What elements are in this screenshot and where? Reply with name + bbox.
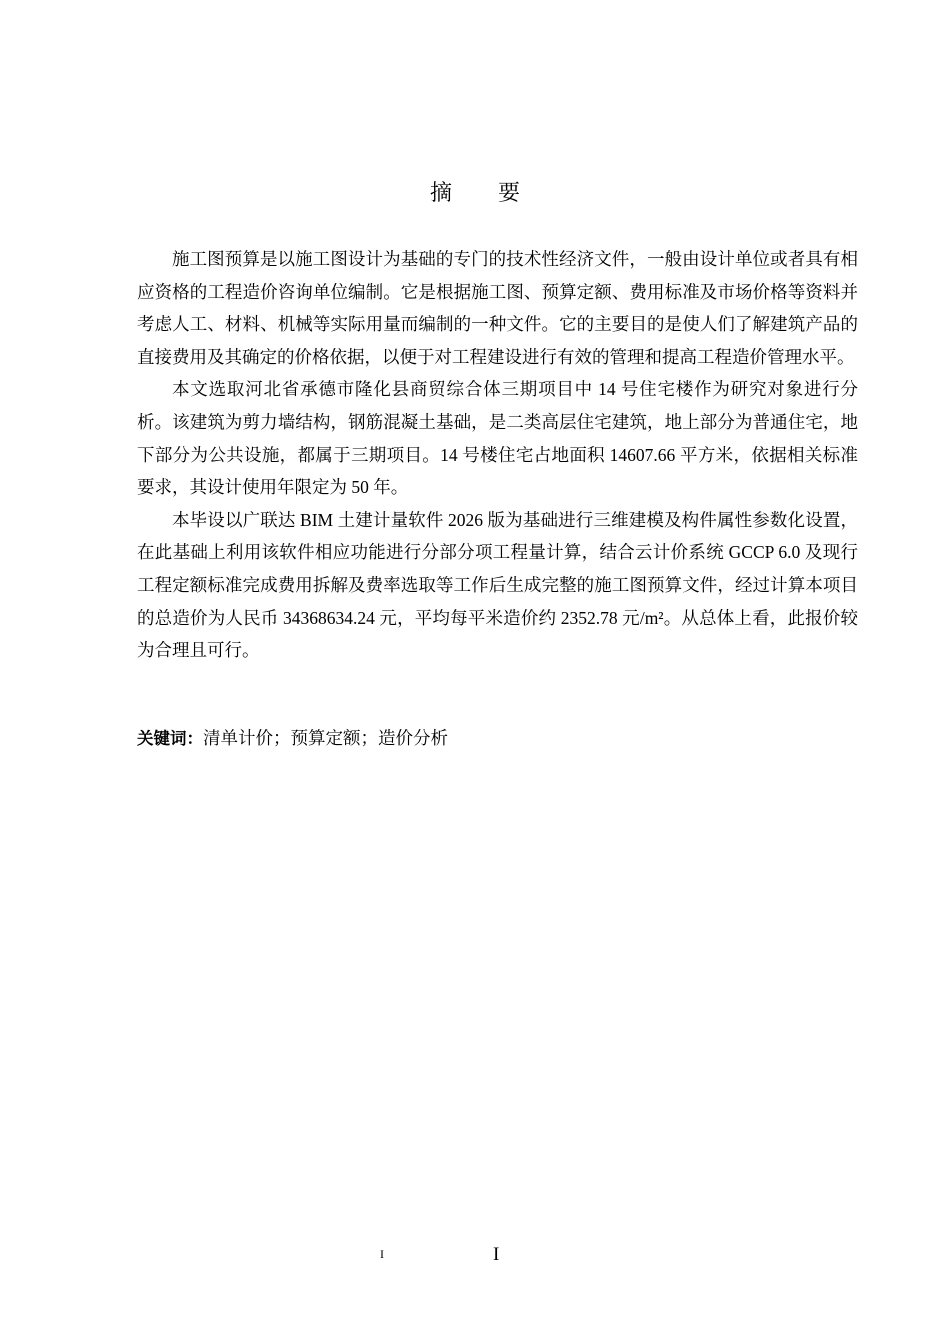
page-title: 摘要 xyxy=(429,181,566,206)
keywords-value: 清单计价；预算定额；造价分析 xyxy=(203,728,448,748)
abstract-paragraph-2: 本文选取河北省承德市隆化县商贸综合体三期项目中 14 号住宅楼作为研究对象进行分析。该建筑为剪力墙结构，钢筋混凝土基础，是二类高层住宅建筑，地上部分为普通住宅，地下部分为公共设施，都属于三期项目。14 号楼住宅占地面积 14607.66 平方米，依据相关标准要求，其设计使用年限定为 50 年。 xyxy=(137,379,858,498)
footer-page-mark-small: I xyxy=(380,1247,384,1261)
keywords-line xyxy=(137,724,448,753)
abstract-paragraph-1: 施工图预算是以施工图设计为基础的专门的技术性经济文件，一般由设计单位或者具有相应资格的工程造价咨询单位编制。它是根据施工图、预算定额、费用标准及市场价格等资料并考虑人工、材料、机械等实际用量而编制的一种文件。它的主要目的是使人们了解建筑产品的直接费用及其确定的价格依据，以便于对工程建设进行有效的管理和提高工程造价管理水平。 xyxy=(137,249,858,367)
footer-page-number: I xyxy=(493,1244,500,1265)
abstract-body xyxy=(137,243,858,667)
abstract-paragraph-3: 本毕设以广联达 BIM 土建计量软件 2026 版为基础进行三维建模及构件属性参数化设置，在此基础上利用该软件相应功能进行分部分项工程量计算，结合云计价系统 GCCP 6.0 及现行工程定额标准完成费用拆解及费率选取等工作后生成完整的施工图预算文件，经过计算本项目的总造价为人民币 34368634.24 元，平均每平米造价约 2352.78 元/m²。从总体上看，此报价较为合理且可行。 xyxy=(137,509,858,661)
keywords-label: 关键词： xyxy=(137,729,203,748)
